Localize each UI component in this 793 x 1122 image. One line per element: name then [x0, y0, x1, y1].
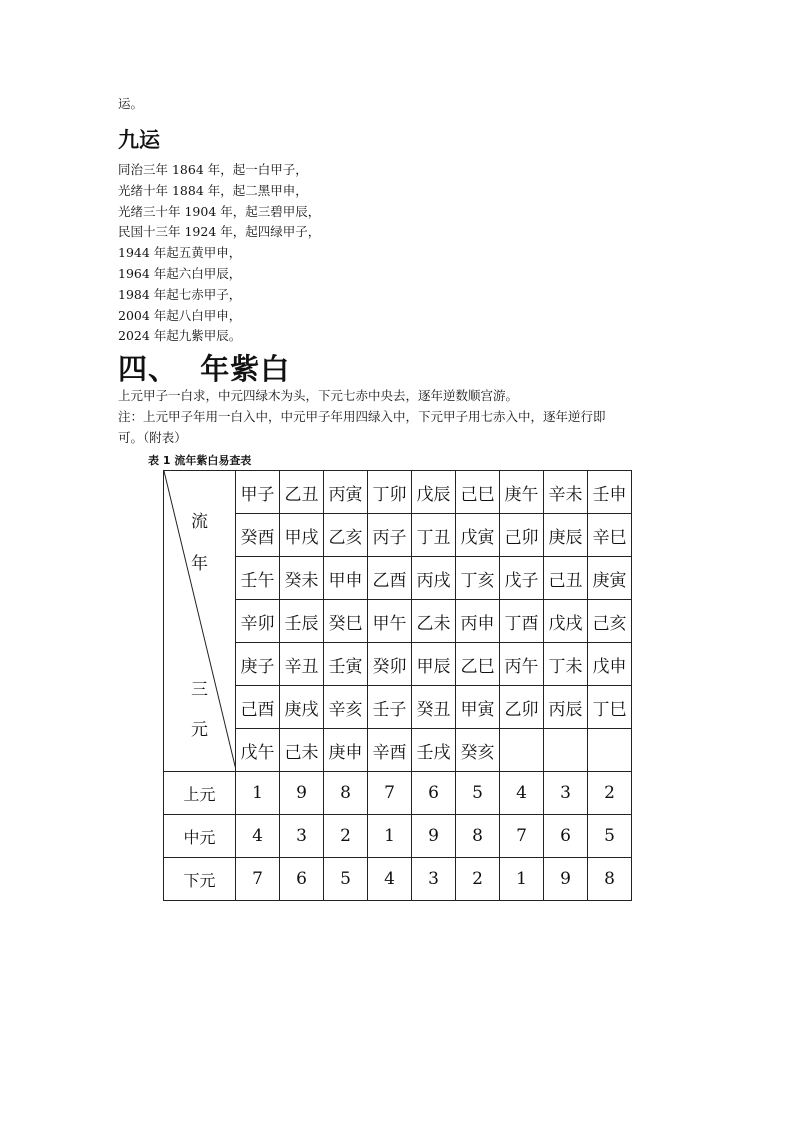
year-cell: 丙午	[500, 643, 544, 686]
corner-label: 元	[191, 720, 208, 740]
year-cell: 丙子	[368, 514, 412, 557]
year-cell: 甲寅	[456, 686, 500, 729]
star-number-cell: 9	[280, 772, 324, 815]
year-cell: 丁亥	[456, 557, 500, 600]
star-number-cell: 3	[412, 858, 456, 901]
year-cell: 丁巳	[588, 686, 632, 729]
year-cell: 庚寅	[588, 557, 632, 600]
year-cell: 丙寅	[324, 471, 368, 514]
star-number-cell: 7	[500, 815, 544, 858]
corner-header-cell	[164, 471, 236, 772]
year-cell: 己丑	[544, 557, 588, 600]
year-cell: 乙卯	[500, 686, 544, 729]
star-number-cell: 6	[412, 772, 456, 815]
yuan-label: 下元	[164, 858, 236, 901]
year-cell: 辛巳	[588, 514, 632, 557]
corner-label: 年	[191, 554, 208, 574]
nine-yun-line: 1964 年起六白甲辰，	[118, 266, 242, 281]
year-cell: 庚辰	[544, 514, 588, 557]
year-cell: 壬子	[368, 686, 412, 729]
year-cell: 辛酉	[368, 729, 412, 772]
year-cell: 甲子	[236, 471, 280, 514]
year-cell: 壬午	[236, 557, 280, 600]
star-number-cell: 4	[500, 772, 544, 815]
paragraph-rhyme: 上元甲子一白求，中元四绿木为头，下元七赤中央去，逐年逆数顺宫游。	[118, 388, 519, 403]
star-number-cell: 5	[588, 815, 632, 858]
text-line: 运。	[118, 96, 144, 111]
year-cell: 乙未	[412, 600, 456, 643]
year-cell: 乙巳	[456, 643, 500, 686]
year-cell: 庚戌	[280, 686, 324, 729]
heading-nine-yun: 九运	[118, 128, 160, 152]
star-number-cell: 4	[236, 815, 280, 858]
year-cell: 丙辰	[544, 686, 588, 729]
star-number-cell: 1	[500, 858, 544, 901]
yuan-label: 上元	[164, 772, 236, 815]
year-cell: 壬申	[588, 471, 632, 514]
nine-yun-line: 1984 年起七赤甲子，	[118, 286, 242, 302]
year-cell: 戊子	[500, 557, 544, 600]
nine-yun-line: 1944 年起五黄甲申，	[118, 245, 242, 261]
nine-yun-line: 2004 年起八白甲申，	[118, 307, 242, 323]
table-caption: 表 1 流年紫白易查表	[148, 454, 252, 467]
star-number-cell: 3	[280, 815, 324, 858]
year-cell: 丙申	[456, 600, 500, 643]
paragraph-note: 注：上元甲子年用一白入中，中元甲子年用四绿入中，下元甲子用七赤入中，逐年逆行即	[118, 409, 606, 424]
year-cell: 庚子	[236, 643, 280, 686]
year-cell: 壬寅	[324, 643, 368, 686]
corner-label: 三	[191, 680, 208, 700]
star-number-cell: 2	[324, 815, 368, 858]
star-number-cell: 8	[456, 815, 500, 858]
year-cell: 甲戌	[280, 514, 324, 557]
nine-yun-line: 2024 年起九紫甲辰。	[118, 328, 242, 344]
year-cell: 辛丑	[280, 643, 324, 686]
yuan-label: 中元	[164, 815, 236, 858]
star-number-cell: 2	[588, 772, 632, 815]
nine-yun-line: 光绪三十年 1904 年，起三碧甲辰，	[118, 203, 321, 219]
yuan-row	[164, 815, 632, 858]
year-cell: 戊戌	[544, 600, 588, 643]
year-cell: 癸酉	[236, 514, 280, 557]
year-cell: 辛未	[544, 471, 588, 514]
year-cell: 丁未	[544, 643, 588, 686]
year-cell: 戊午	[236, 729, 280, 772]
year-cell: 癸巳	[324, 600, 368, 643]
star-number-cell: 8	[588, 858, 632, 901]
nine-yun-line: 民国十三年 1924 年，起四绿甲子，	[118, 224, 321, 240]
year-cell: 癸未	[280, 557, 324, 600]
year-cell: 己卯	[500, 514, 544, 557]
year-cell: 丁酉	[500, 600, 544, 643]
year-cell: 癸丑	[412, 686, 456, 729]
year-cell: 己未	[280, 729, 324, 772]
nine-yun-line: 同治三年 1864 年，起一白甲子，	[118, 162, 308, 177]
heading-year-zibai: 四、 年紫白	[118, 352, 291, 386]
year-cell	[588, 729, 632, 772]
year-cell	[500, 729, 544, 772]
year-cell: 壬辰	[280, 600, 324, 643]
star-number-cell: 6	[280, 858, 324, 901]
year-cell: 乙亥	[324, 514, 368, 557]
year-cell: 丁丑	[412, 514, 456, 557]
year-cell: 甲辰	[412, 643, 456, 686]
star-number-cell: 1	[236, 772, 280, 815]
year-cell: 丙戌	[412, 557, 456, 600]
yuan-row	[164, 858, 632, 901]
star-number-cell: 5	[324, 858, 368, 901]
star-number-cell: 8	[324, 772, 368, 815]
year-cell: 甲申	[324, 557, 368, 600]
star-number-cell: 2	[456, 858, 500, 901]
year-cell: 己亥	[588, 600, 632, 643]
year-cell: 乙酉	[368, 557, 412, 600]
year-cell: 庚午	[500, 471, 544, 514]
year-cell: 庚申	[324, 729, 368, 772]
zibai-lookup-table	[163, 470, 632, 901]
year-cell: 甲午	[368, 600, 412, 643]
year-cell: 戊寅	[456, 514, 500, 557]
star-number-cell: 6	[544, 815, 588, 858]
year-cell	[544, 729, 588, 772]
star-number-cell: 3	[544, 772, 588, 815]
star-number-cell: 9	[412, 815, 456, 858]
corner-label: 流	[191, 512, 208, 532]
year-cell: 壬戌	[412, 729, 456, 772]
year-cell: 戊申	[588, 643, 632, 686]
star-number-cell: 7	[236, 858, 280, 901]
year-cell: 乙丑	[280, 471, 324, 514]
yuan-row	[164, 772, 632, 815]
table-row	[164, 471, 632, 514]
year-cell: 辛卯	[236, 600, 280, 643]
year-cell: 己巳	[456, 471, 500, 514]
year-cell: 丁卯	[368, 471, 412, 514]
star-number-cell: 9	[544, 858, 588, 901]
star-number-cell: 4	[368, 858, 412, 901]
star-number-cell: 1	[368, 815, 412, 858]
star-number-cell: 5	[456, 772, 500, 815]
nine-yun-line: 光绪十年 1884 年，起二黑甲申，	[118, 182, 308, 198]
year-cell: 己酉	[236, 686, 280, 729]
year-cell: 癸卯	[368, 643, 412, 686]
year-cell: 戊辰	[412, 471, 456, 514]
year-cell: 辛亥	[324, 686, 368, 729]
year-cell: 癸亥	[456, 729, 500, 772]
star-number-cell: 7	[368, 772, 412, 815]
paragraph-note-end: 可。（附表）	[118, 430, 187, 445]
